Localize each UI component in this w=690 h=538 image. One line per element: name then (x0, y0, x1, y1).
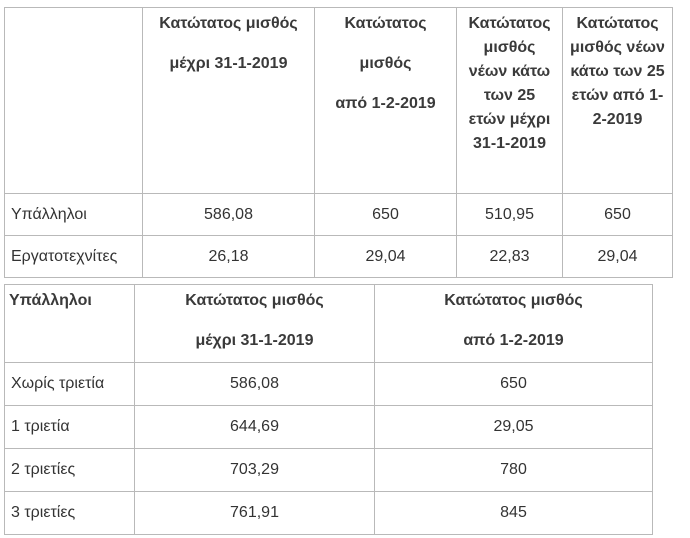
row-label: 1 τριετία (5, 406, 135, 449)
table-cell: 586,08 (143, 194, 315, 236)
row-label: Υπάλληλοι (5, 194, 143, 236)
table-cell: 780 (375, 449, 653, 492)
row-label: 2 τριετίες (5, 449, 135, 492)
table-row (5, 406, 653, 449)
table-cell: 29,04 (563, 236, 673, 278)
table-cell: 761,91 (135, 492, 375, 535)
table-row (5, 449, 653, 492)
table-cell: 586,08 (135, 363, 375, 406)
table-cell: 29,04 (315, 236, 457, 278)
row-label: Εργατοτεχνίτες (5, 236, 143, 278)
table-cell: 510,95 (457, 194, 563, 236)
table-cell: 644,69 (135, 406, 375, 449)
table-cell: 650 (563, 194, 673, 236)
table-row (5, 492, 653, 535)
wages-table-by-category (4, 7, 673, 278)
table-cell: 650 (375, 363, 653, 406)
table-cell: 703,29 (135, 449, 375, 492)
header-employees: Υπάλληλοι (5, 285, 135, 363)
row-label: 3 τριετίες (5, 492, 135, 535)
row-label: Χωρίς τριετία (5, 363, 135, 406)
table-cell: 26,18 (143, 236, 315, 278)
employee-triennium-table (4, 284, 653, 535)
table-cell: 29,05 (375, 406, 653, 449)
header-youth-wage-from: Κατώτατος μισθός νέων κάτω των 25 ετών από 1- 2-2019 (563, 8, 673, 194)
table-cell: 22,83 (457, 236, 563, 278)
table-row (5, 236, 673, 278)
header-min-wage-until: Κατώτατος μισθός μέχρι 31-1-2019 (143, 8, 315, 194)
header-empty-cell (5, 8, 143, 194)
header-min-wage-until: Κατώτατος μισθός μέχρι 31-1-2019 (135, 285, 375, 363)
table-cell: 845 (375, 492, 653, 535)
table-cell: 650 (315, 194, 457, 236)
table-header-row (5, 285, 653, 363)
table-row (5, 363, 653, 406)
header-min-wage-from: Κατώτατος μισθός από 1-2-2019 (315, 8, 457, 194)
table-header-row (5, 8, 673, 194)
header-youth-wage-until: Κατώτατος μισθός νέων κάτω των 25 ετών μέχρι 31-1-2019 (457, 8, 563, 194)
header-min-wage-from: Κατώτατος μισθός από 1-2-2019 (375, 285, 653, 363)
table-row (5, 194, 673, 236)
